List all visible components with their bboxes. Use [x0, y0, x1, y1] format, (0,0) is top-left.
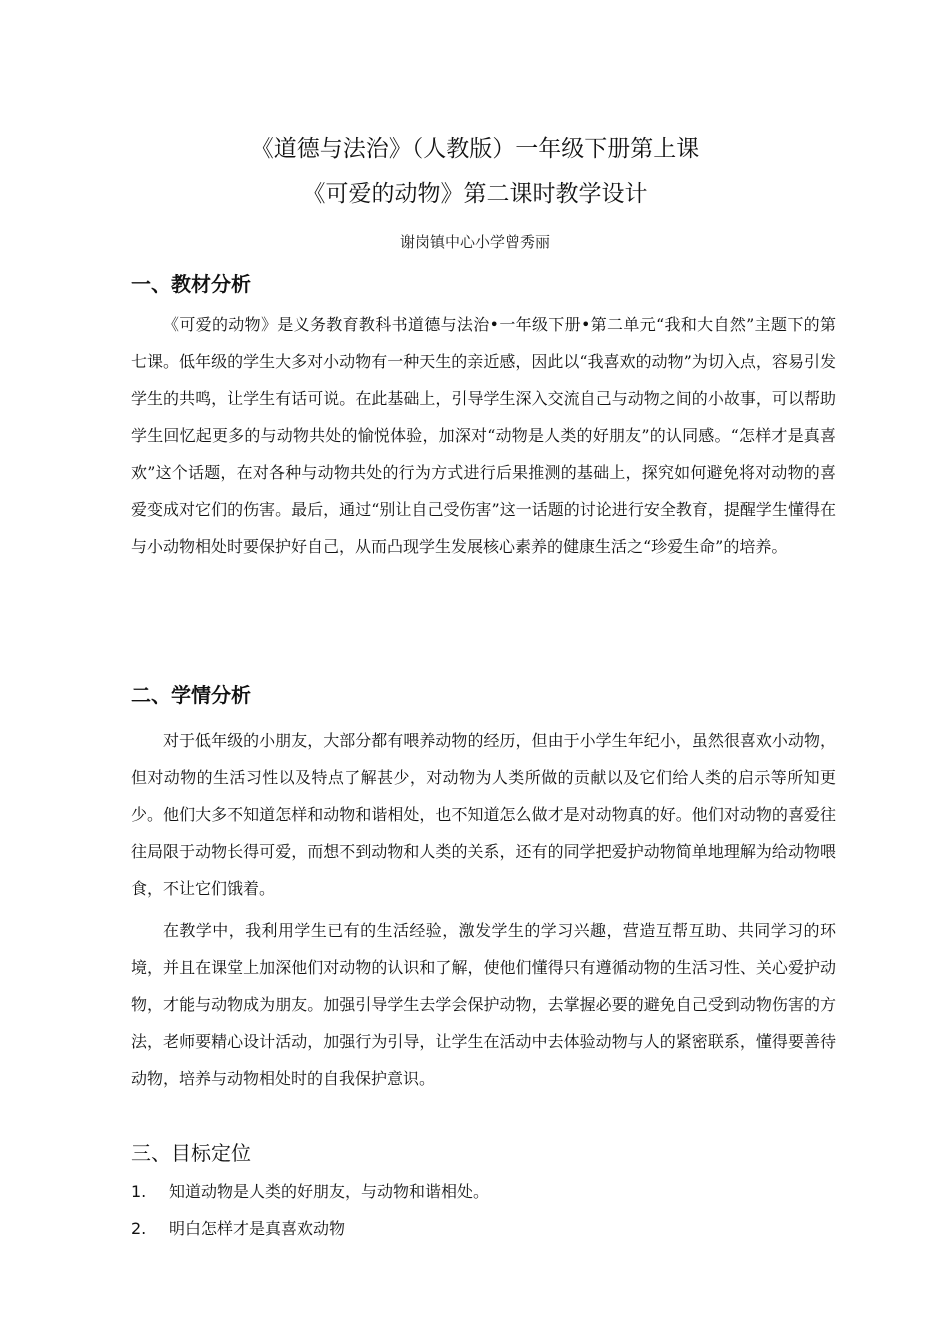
list-text: 明白怎样才是真喜欢动物	[169, 1219, 346, 1238]
list-text: 知道动物是人类的好朋友，与动物和谐相处。	[169, 1182, 490, 1201]
section-heading-teaching-material: 一、教材分析	[131, 272, 251, 296]
list-number: 2.	[131, 1219, 147, 1238]
section-heading-student-analysis: 二、学情分析	[131, 683, 251, 707]
goal-list-item	[131, 1180, 836, 1204]
paragraph-student-analysis-2: 在教学中，我利用学生已有的生活经验，激发学生的学习兴趣，营造互帮互助、共同学习的环境，并且在课堂上加深他们对动物的认识和了解，使他们懂得只有遵循动物的生活习性、关心爱护动物，才能与动物成为朋友。加强引导学生去学会保护动物，去掌握必要的避免自己受到动物伤害的方法，老师要精心设计活动，加强行为引导，让学生在活动中去体验动物与人的紧密联系，懂得要善待动物，培养与动物相处时的自我保护意识。	[131, 921, 836, 1088]
paragraph-student-analysis-1: 对于低年级的小朋友，大部分都有喂养动物的经历，但由于小学生年纪小，虽然很喜欢小动物，但对动物的生活习性以及特点了解甚少，对动物为人类所做的贡献以及它们给人类的启示等所知更少。他们大多不知道怎样和动物和谐相处，也不知道怎么做才是对动物真的好。他们对动物的喜爱往往局限于动物长得可爱，而想不到动物和人类的关系，还有的同学把爱护动物简单地理解为给动物喂食，不让它们饿着。	[131, 731, 836, 898]
section-heading-goals: 三、目标定位	[131, 1141, 251, 1165]
document-title-line-2: 《可爱的动物》第二课时教学设计	[302, 181, 648, 207]
list-number: 1.	[131, 1182, 147, 1201]
author-line: 谢岗镇中心小学曾秀丽	[399, 233, 550, 251]
document-title-line-1: 《道德与法治》（人教版）一年级下册第上课	[250, 136, 700, 162]
paragraph-teaching-material: 《可爱的动物》是义务教育教科书道德与法治•一年级下册•第二单元“我和大自然”主题下的第七课。低年级的学生大多对小动物有一种天生的亲近感，因此以“我喜欢的动物”为切入点，容易引发学生的共鸣，让学生有话可说。在此基础上，引导学生深入交流自己与动物之间的小故事，可以帮助学生回忆起更多的与动物共处的愉悦体验，加深对“动物是人类的好朋友”的认同感。“怎样才是真喜欢”这个话题，在对各种与动物共处的行为方式进行后果推测的基础上，探究如何避免将对动物的喜爱变成对它们的伤害。最后，通过“别让自己受伤害”这一话题的讨论进行安全教育，提醒学生懂得在与小动物相处时要保护好自己，从而凸现学生发展核心素养的健康生活之“珍爱生命”的培养。	[131, 315, 836, 556]
goal-list-item	[131, 1217, 836, 1241]
